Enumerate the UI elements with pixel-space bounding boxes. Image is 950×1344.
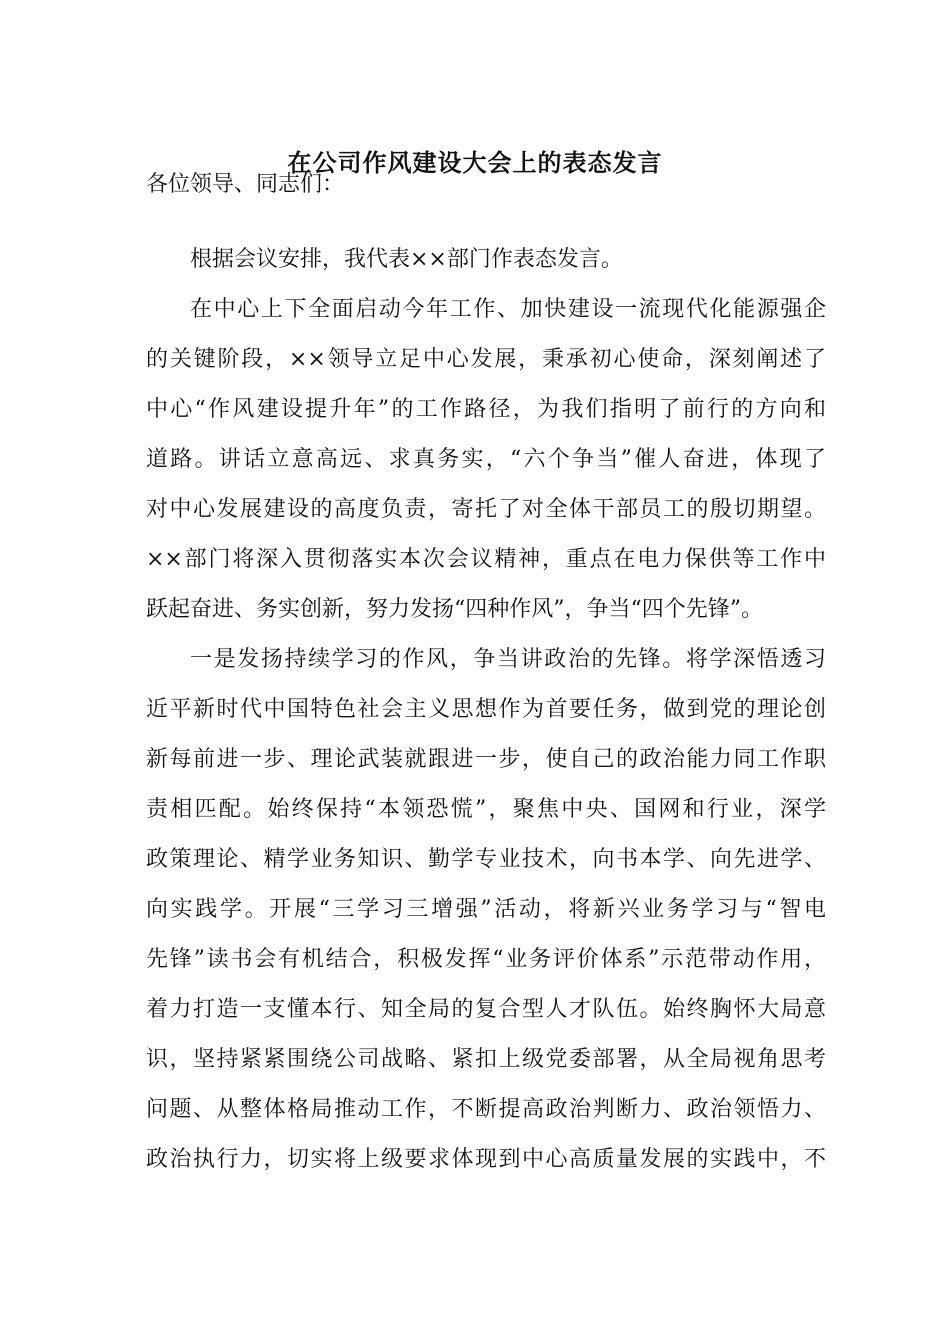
paragraph-2-line: 中心“作风建设提升年”的工作路径，为我们指明了前行的方向和 [146, 397, 826, 422]
paragraph-2-line: 对中心发展建设的高度负责，寄托了对全体干部员工的殷切期望。 [146, 497, 826, 522]
paragraph-3-line: 责相匹配。始终保持“本领恐慌”，聚焦中央、国网和行业，深学 [146, 797, 826, 822]
paragraph-2-line: 在中心上下全面启动今年工作、加快建设一流现代化能源强企 [190, 297, 826, 322]
paragraph-3-line: 向实践学。开展“三学习三增强”活动，将新兴业务学习与“智电 [146, 897, 826, 922]
paragraph-1-line: 根据会议安排，我代表××部门作表态发言。 [190, 247, 623, 272]
paragraph-3-line: 问题、从整体格局推动工作，不断提高政治判断力、政治领悟力、 [146, 1097, 826, 1122]
paragraph-3-line: 近平新时代中国特色社会主义思想作为首要任务，做到党的理论创 [146, 697, 826, 722]
paragraph-2-line: 道路。讲话立意高远、求真务实，“六个争当”催人奋进，体现了 [146, 447, 826, 472]
document-title: 在公司作风建设大会上的表态发言 [287, 148, 663, 177]
paragraph-3-line: 政治执行力，切实将上级要求体现到中心高质量发展的实践中，不 [146, 1147, 826, 1172]
paragraph-3-line: 一是发扬持续学习的作风，争当讲政治的先锋。将学深悟透习 [190, 647, 826, 672]
paragraph-2-line: ××部门将深入贯彻落实本次会议精神，重点在电力保供等工作中 [146, 547, 826, 572]
paragraph-3-line: 识，坚持紧紧围绕公司战略、紧扣上级党委部署，从全局视角思考 [146, 1047, 826, 1072]
paragraph-2-line: 跃起奋进、务实创新，努力发扬“四种作风”，争当“四个先锋”。 [146, 597, 763, 622]
paragraph-3-line: 先锋”读书会有机结合，积极发挥“业务评价体系”示范带动作用， [146, 947, 826, 972]
paragraph-3-line: 政策理论、精学业务知识、勤学专业技术，向书本学、向先进学、 [146, 847, 826, 872]
paragraph-2-line: 的关键阶段，××领导立足中心发展，秉承初心使命，深刻阐述了 [146, 347, 826, 372]
salutation-line: 各位领导、同志们： [146, 172, 345, 197]
paragraph-3-line: 新每前进一步、理论武装就跟进一步，使自己的政治能力同工作职 [146, 747, 826, 772]
paragraph-3-line: 着力打造一支懂本行、知全局的复合型人才队伍。始终胸怀大局意 [146, 997, 826, 1022]
